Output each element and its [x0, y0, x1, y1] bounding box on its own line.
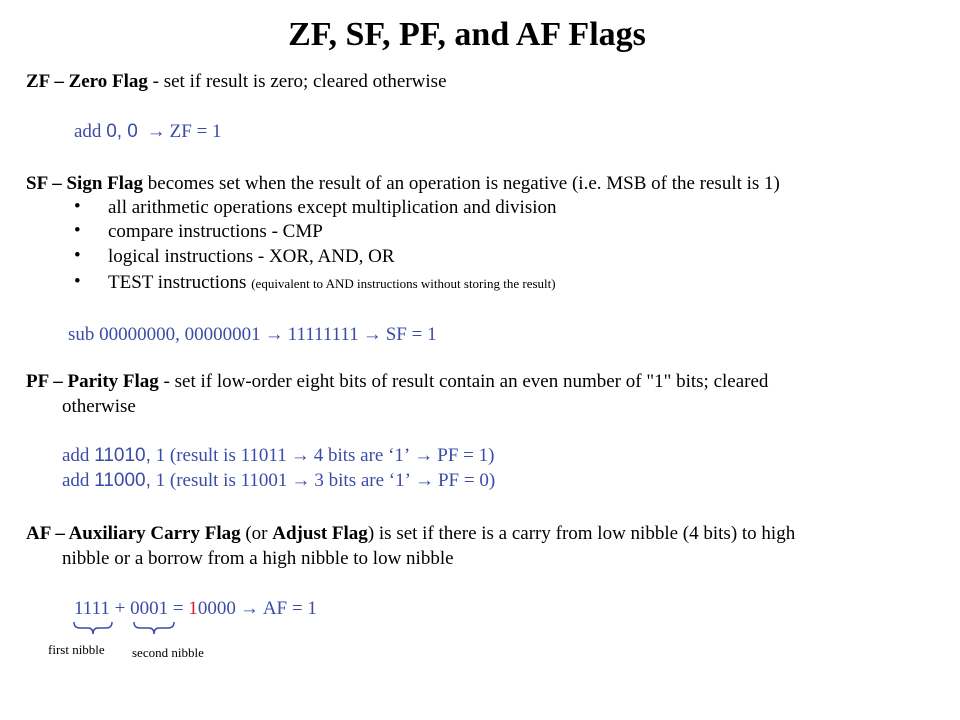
pf-example-1-flag: PF = 1) [437, 445, 495, 466]
sf-example-result: SF = 1 [385, 324, 437, 345]
zf-example-result: ZF = 1 [169, 121, 222, 142]
pf-example-2 [62, 469, 495, 493]
arrow-icon: → [264, 324, 284, 345]
pf-desc: - set if low-order eight bits of result contain an even number of "1" bits; cleared [158, 371, 769, 392]
af-desc: ) is set if there is a carry from low nibble (4 bits) to high [367, 523, 796, 544]
sf-definition [26, 172, 780, 196]
zf-example-op: add [74, 121, 102, 142]
pf-example-1 [62, 444, 494, 468]
af-name: AF – Auxiliary Carry Flag [26, 523, 241, 544]
af-example [74, 597, 317, 621]
bullet-icon: • [74, 220, 81, 241]
sf-bullet-4-note: (equivalent to AND instructions without storing the result) [251, 276, 556, 291]
pf-example-2-op: add [62, 470, 90, 491]
zf-definition [26, 70, 447, 94]
zf-example-operands: 0, 0 [106, 121, 138, 142]
sf-desc: becomes set when the result of an operation is negative (i.e. MSB of the result is 1) [143, 173, 780, 194]
pf-example-1-result: 1 (result is 11011 [155, 445, 287, 466]
second-nibble-label: second nibble [132, 645, 204, 660]
bullet-icon: • [74, 245, 81, 266]
sf-example-op: sub 00000000, 00000001 [68, 324, 261, 345]
arrow-icon: → [414, 470, 434, 491]
bullet-icon: • [74, 196, 81, 217]
arrow-icon: → [146, 121, 166, 142]
pf-example-2-result: 1 (result is 11001 [155, 470, 288, 491]
af-example-carry: 1 [188, 598, 198, 619]
bullet-icon: • [74, 271, 81, 292]
zf-example [74, 120, 222, 144]
pf-example-2-bits: 3 bits are ‘1’ [314, 470, 411, 491]
pf-example-1-operand: 11010, [94, 445, 151, 466]
first-nibble-label: first nibble [48, 642, 105, 657]
zf-desc: - set if result is zero; cleared otherwise [147, 71, 447, 92]
first-nibble-brace [72, 620, 114, 638]
af-mid: (or [240, 523, 273, 544]
arrow-icon: → [291, 470, 311, 491]
sf-bullet-3: logical instructions - XOR, AND, OR [108, 246, 395, 267]
sf-bullet-2: compare instructions - CMP [108, 221, 323, 242]
second-nibble-brace [132, 620, 176, 638]
pf-desc-cont: otherwise [62, 396, 136, 417]
af-definition [26, 522, 795, 546]
zf-name: ZF – Zero Flag [26, 71, 148, 92]
pf-name: PF – Parity Flag [26, 371, 159, 392]
arrow-icon: → [362, 324, 382, 345]
pf-definition [26, 370, 768, 394]
sf-bullet-4-text: TEST instructions [108, 272, 247, 293]
arrow-icon: → [239, 598, 259, 619]
page-title: ZF, SF, PF, and AF Flags [288, 16, 646, 53]
af-example-flag: AF = 1 [262, 598, 317, 619]
sf-example-value: 11111111 [287, 324, 359, 345]
pf-example-1-op: add [62, 445, 90, 466]
pf-example-2-operand: 11000, [94, 470, 151, 491]
af-desc-cont: nibble or a borrow from a high nibble to low nibble [62, 548, 454, 569]
pf-example-1-bits: 4 bits are ‘1’ [313, 445, 411, 466]
af-alt-name: Adjust Flag [272, 523, 368, 544]
sf-example [68, 323, 437, 347]
pf-example-2-flag: PF = 0) [437, 470, 496, 491]
arrow-icon: → [290, 445, 310, 466]
af-example-result: 0000 [197, 598, 236, 619]
sf-bullet-4 [108, 271, 556, 296]
arrow-icon: → [414, 445, 434, 466]
af-example-sum: 1111 + 0001 = [74, 598, 184, 619]
sf-bullet-1: all arithmetic operations except multiplication and division [108, 197, 557, 218]
sf-name: SF – Sign Flag [26, 173, 144, 194]
